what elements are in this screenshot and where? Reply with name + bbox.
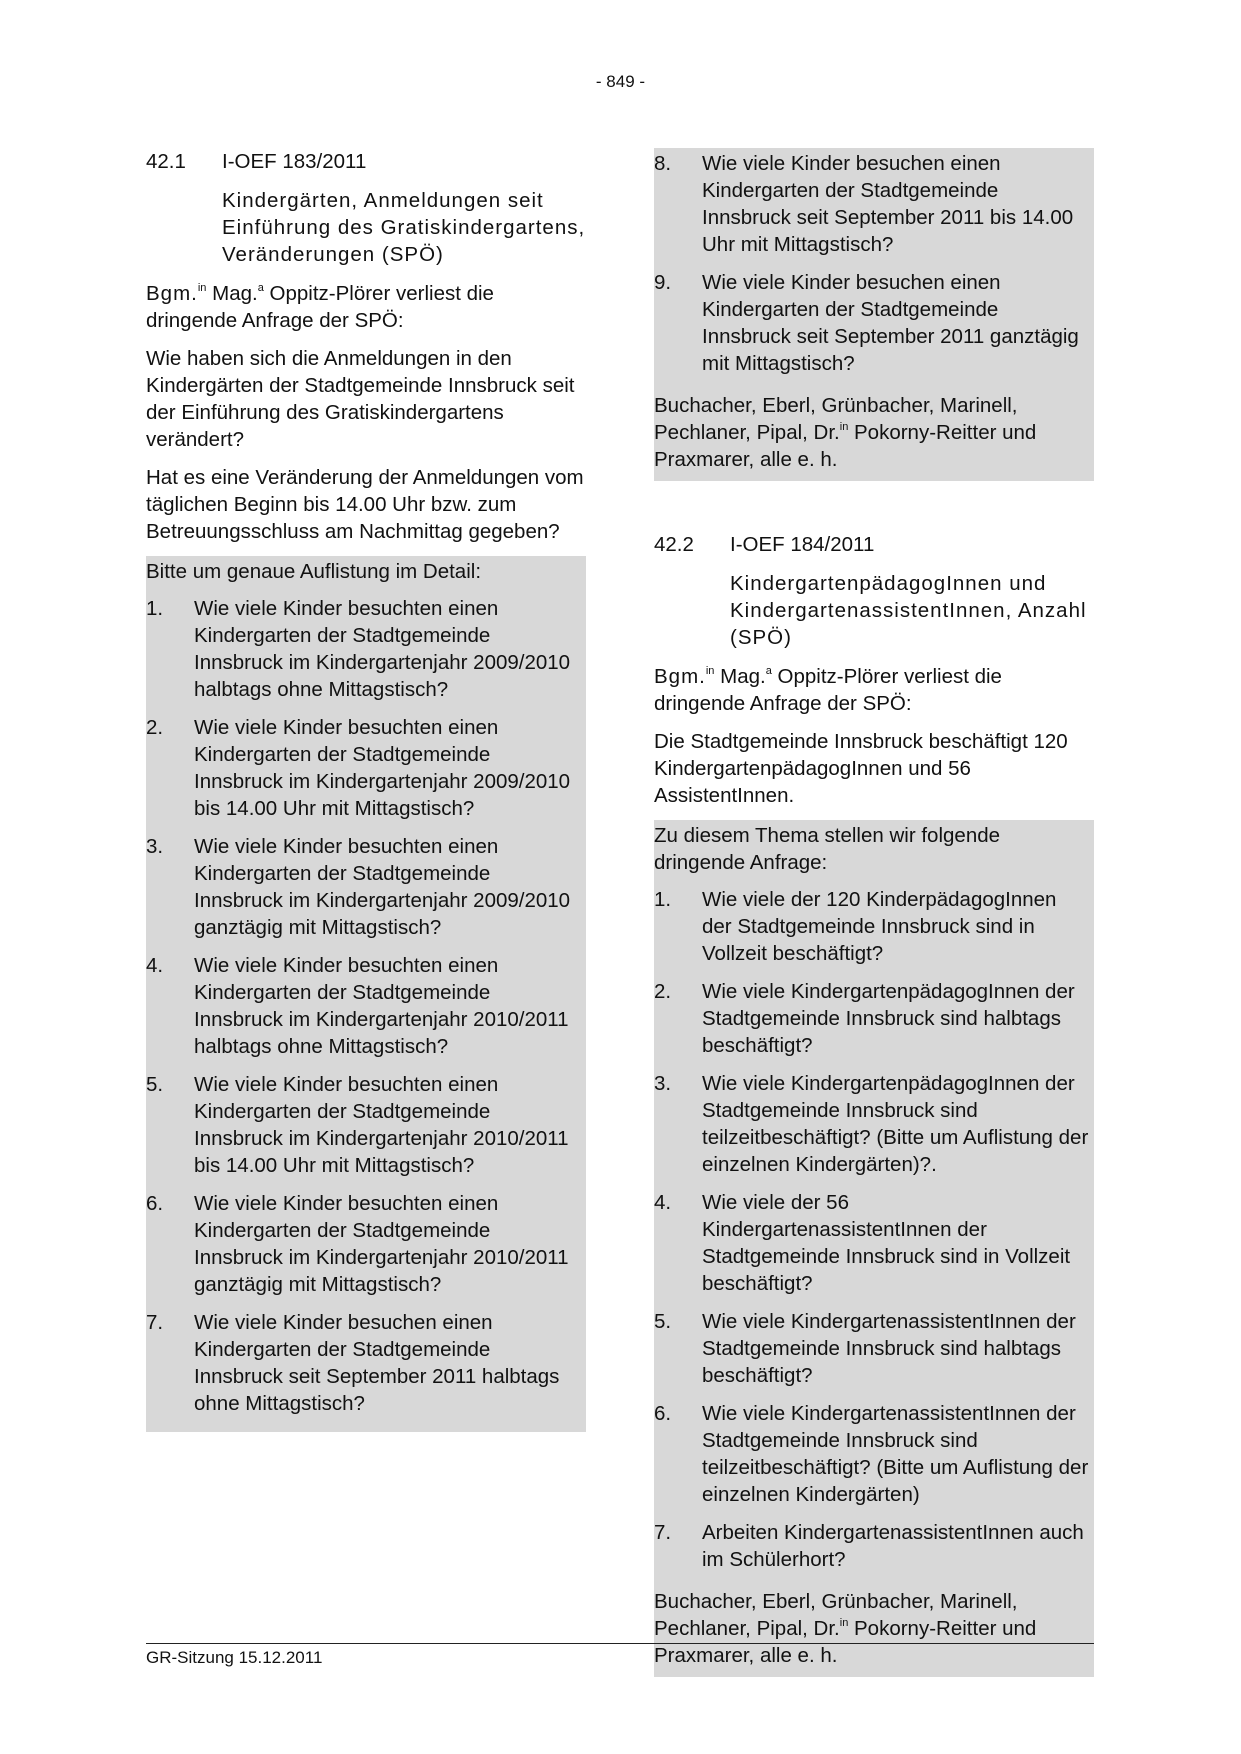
item-number: 4. (146, 954, 164, 977)
item-text: Arbeiten KindergartenassistentInnen auch im Schülerhort? (702, 1521, 1084, 1571)
list-item (654, 1519, 1090, 1573)
statement-paragraph: Die Stadtgemeinde Innsbruck beschäftigt 120 KindergartenpädagogInnen und 56 AssistentInnen. (654, 730, 1068, 807)
list-item (654, 978, 1090, 1059)
signatories: Buchacher, Eberl, Grünbacher, Marinell, Pechlaner, Pipal, Dr.$^{in}$ Pokorny-Reitter und Praxmarer, alle e. h. (654, 394, 1037, 471)
item-text: Wie viele KindergartenassistentInnen der Stadtgemeinde Innsbruck sind halbtags beschäftigt? (702, 1310, 1076, 1387)
list-item (654, 886, 1090, 967)
item-number: 8. (654, 152, 672, 175)
question-list-block (654, 820, 1094, 1677)
list-intro: Bitte um genaue Auflistung im Detail: (146, 560, 482, 583)
list-item (146, 952, 582, 1060)
item-text: Wie viele Kinder besuchen einen Kindergarten der Stadtgemeinde Innsbruck seit September 2011 ganztägig mit Mittagstisch? (702, 271, 1079, 375)
item-number: 4. (654, 1191, 672, 1214)
item-text: Wie viele Kinder besuchten einen Kindergarten der Stadtgemeinde Innsbruck im Kindergartenjahr 2009/2010 bis 14.00 Uhr mit Mittagstisch? (194, 716, 571, 820)
item-number: 7. (654, 1521, 672, 1544)
list-item (654, 1070, 1090, 1178)
item-number: 9. (654, 271, 672, 294)
item-number: 1. (146, 597, 164, 620)
item-text: Wie viele Kinder besuchen einen Kindergarten der Stadtgemeinde Innsbruck seit September 2011 halbtags ohne Mittagstisch? (194, 1311, 560, 1415)
section-code: I-OEF 184/2011 (730, 533, 875, 556)
page-number: - 849 - (595, 72, 646, 91)
item-number: 6. (654, 1402, 672, 1425)
section-subject: Kindergärten, Anmeldungen seit Einführung des Gratiskindergartens, Veränderungen (SPÖ) (222, 189, 586, 266)
list-item (146, 595, 582, 703)
intro-paragraph: Bgm.$^{in}$ Mag.$^a$ Oppitz-Plörer verliest die dringende Anfrage der SPÖ: (654, 665, 1002, 715)
question-paragraph: Hat es eine Veränderung der Anmeldungen vom täglichen Beginn bis 14.00 Uhr bzw. zum Betreuungsschluss am Nachmittag gegeben? (146, 466, 584, 543)
item-text: Wie viele Kinder besuchten einen Kindergarten der Stadtgemeinde Innsbruck im Kindergartenjahr 2010/2011 ganztägig mit Mittagstisch? (194, 1192, 569, 1296)
question-list (654, 886, 1090, 1573)
intro-paragraph: Bgm.$^{in}$ Mag.$^a$ Oppitz-Plörer verliest die dringende Anfrage der SPÖ: (146, 282, 494, 332)
list-item (654, 1189, 1090, 1297)
list-intro: Zu diesem Thema stellen wir folgende dringende Anfrage: (654, 824, 1001, 874)
item-text: Wie viele KindergartenpädagogInnen der Stadtgemeinde Innsbruck sind halbtags beschäftigt? (702, 980, 1075, 1057)
item-number: 5. (146, 1073, 164, 1096)
item-number: 6. (146, 1192, 164, 1215)
item-text: Wie viele Kinder besuchten einen Kindergarten der Stadtgemeinde Innsbruck im Kindergartenjahr 2009/2010 halbtags ohne Mittagstisch? (194, 597, 571, 701)
item-number: 7. (146, 1311, 164, 1334)
item-number: 1. (654, 888, 672, 911)
item-text: Wie viele Kinder besuchen einen Kindergarten der Stadtgemeinde Innsbruck seit September 2011 bis 14.00 Uhr mit Mittagstisch? (702, 152, 1074, 256)
question-list-continued (654, 148, 1094, 481)
item-text: Wie viele KindergartenassistentInnen der Stadtgemeinde Innsbruck sind teilzeitbeschäftigt? (Bitte um Auflistung der einzelnen Kindergärten) (702, 1402, 1089, 1506)
item-number: 3. (654, 1072, 672, 1095)
footer-divider (146, 1643, 1094, 1644)
item-text: Wie viele Kinder besuchten einen Kindergarten der Stadtgemeinde Innsbruck im Kindergartenjahr 2009/2010 ganztägig mit Mittagstisch? (194, 835, 571, 939)
list-item (146, 1190, 582, 1298)
section-code: I-OEF 183/2011 (222, 150, 367, 173)
item-text: Wie viele Kinder besuchten einen Kindergarten der Stadtgemeinde Innsbruck im Kindergartenjahr 2010/2011 bis 14.00 Uhr mit Mittagstisch? (194, 1073, 569, 1177)
item-text: Wie viele KindergartenpädagogInnen der Stadtgemeinde Innsbruck sind teilzeitbeschäftigt? (Bitte um Auflistung der einzelnen Kindergärten)?. (702, 1072, 1089, 1176)
list-item (654, 269, 1090, 377)
item-text: Wie viele der 120 KinderpädagogInnen der Stadtgemeinde Innsbruck sind in Vollzeit beschäftigt? (702, 888, 1057, 965)
list-item (654, 1308, 1090, 1389)
item-text: Wie viele Kinder besuchten einen Kindergarten der Stadtgemeinde Innsbruck im Kindergartenjahr 2010/2011 halbtags ohne Mittagstisch? (194, 954, 569, 1058)
signatories: Buchacher, Eberl, Grünbacher, Marinell, Pechlaner, Pipal, Dr.$^{in}$ Pokorny-Reitter und Praxmarer, alle e. h. (654, 1590, 1037, 1667)
footer-text: GR-Sitzung 15.12.2011 (146, 1648, 323, 1667)
list-item (146, 1071, 582, 1179)
question-list (654, 150, 1090, 377)
list-item (146, 714, 582, 822)
list-item (654, 1400, 1090, 1508)
right-column (654, 148, 1094, 1677)
section-number: 42.2 (654, 533, 694, 556)
section-heading-42-1 (146, 148, 586, 175)
question-list-block (146, 556, 586, 1432)
item-text: Wie viele der 56 KindergartenassistentInnen der Stadtgemeinde Innsbruck sind in Vollzeit beschäftigt? (702, 1191, 1071, 1295)
left-column (146, 148, 586, 1432)
item-number: 3. (146, 835, 164, 858)
section-number: 42.1 (146, 150, 186, 173)
section-subject: KindergartenpädagogInnen und KindergartenassistentInnen, Anzahl (SPÖ) (730, 572, 1087, 649)
item-number: 2. (146, 716, 164, 739)
question-paragraph: Wie haben sich die Anmeldungen in den Kindergärten der Stadtgemeinde Innsbruck seit der Einführung des Gratiskindergartens verändert? (146, 347, 575, 451)
section-heading-42-2 (654, 531, 1094, 558)
question-list (146, 595, 582, 1417)
item-number: 5. (654, 1310, 672, 1333)
list-item (146, 1309, 582, 1417)
list-item (654, 150, 1090, 258)
item-number: 2. (654, 980, 672, 1003)
list-item (146, 833, 582, 941)
